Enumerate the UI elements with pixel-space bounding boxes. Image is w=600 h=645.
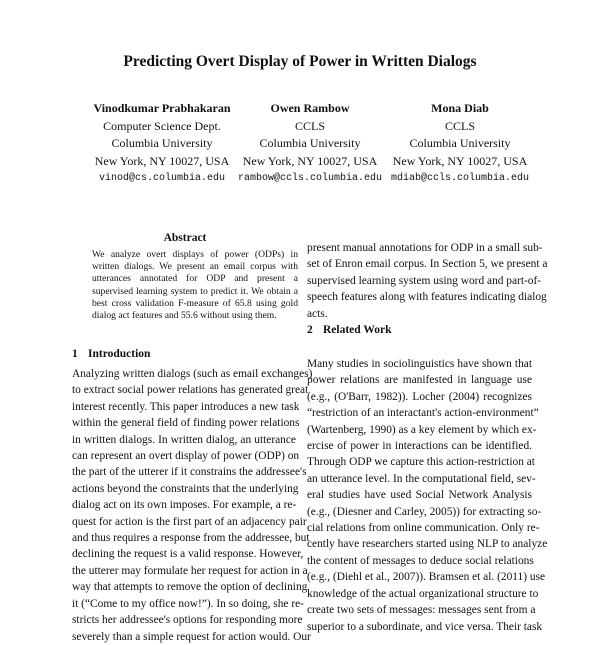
author-email: rambow@ccls.columbia.edu xyxy=(237,173,383,184)
text-line: Many studies in sociolinguistics have shown that xyxy=(307,358,532,370)
text-line: in written dialogs. In written dialog, an utterance xyxy=(72,433,296,446)
section-title: Introduction xyxy=(88,348,151,360)
author-name: Owen Rambow xyxy=(270,101,350,115)
text-line: stricts her addressee's options for responding more xyxy=(72,614,303,627)
author-block-3 xyxy=(380,100,540,188)
author-address: New York, NY 10027, USA xyxy=(392,153,528,168)
paper-title: Predicting Overt Display of Power in Written Dialogs xyxy=(123,53,477,70)
text-line: ercise of power in interactions can be identified. xyxy=(307,440,532,453)
text-line: supervised learning system using word and part-of- xyxy=(307,274,542,287)
author-email: mdiab@ccls.columbia.edu xyxy=(390,173,530,184)
section-number: 2 xyxy=(307,324,313,336)
text-line: speech features along with features indicating dialog xyxy=(307,291,547,304)
section-title: Related Work xyxy=(323,324,392,336)
text-line: cial relations from online communication. Only re- xyxy=(307,522,540,535)
text-line: can represent an overt display of power (ODP) on xyxy=(72,450,300,463)
text-line: (Wartenberg, 1990) as a key element by which ex- xyxy=(307,423,537,436)
author-address: New York, NY 10027, USA xyxy=(94,153,230,168)
introduction-body xyxy=(72,366,313,645)
text-line: an utterance level. In the computational field, sev- xyxy=(307,472,536,485)
text-line: the content of messages to deduce social relations xyxy=(307,554,534,567)
author-address: New York, NY 10027, USA xyxy=(242,153,378,168)
author-name: Mona Diab xyxy=(431,101,489,115)
text-line: Through ODP we capture this action-restriction at xyxy=(307,456,535,469)
introduction-continued-body xyxy=(307,240,548,322)
text-line: (e.g., (Diesner and Carley, 2005)) for extracting so- xyxy=(307,505,542,518)
text-line: present manual annotations for ODP in a small sub- xyxy=(307,242,543,254)
section-heading-introduction xyxy=(72,346,150,362)
author-institution: Columbia University xyxy=(259,136,361,150)
text-line: create two sets of messages: messages sent from a xyxy=(307,604,536,617)
text-line: to extract social power relations has generated great xyxy=(72,384,309,397)
author-institution: Columbia University xyxy=(409,136,511,150)
text-line: acts. xyxy=(307,307,328,320)
text-line: actions beyond the constraints that the underlying xyxy=(72,482,299,495)
author-affiliation: Computer Science Dept. xyxy=(103,118,221,133)
author-block-1 xyxy=(82,100,242,188)
text-line: the part of the utterer if it constrains the addressee's xyxy=(72,466,307,479)
text-line: dialog act on its own imposes. For example, a re- xyxy=(72,499,297,512)
text-line: cently have researchers started using NLP to analyze xyxy=(307,538,548,551)
text-line: power relations are manifested in language use xyxy=(307,374,532,387)
text-line: it (“Come to my office now!”). In so doing, she re- xyxy=(72,597,304,610)
text-line: interest recently. This paper introduces a new task xyxy=(72,400,300,413)
text-line: Analyzing written dialogs (such as email exchanges) xyxy=(72,368,313,380)
author-block-2 xyxy=(230,100,390,188)
text-line: “restriction of an interactant's action-environment” xyxy=(307,407,539,420)
text-line: quest for action is the first part of an adjacency pair xyxy=(72,515,307,528)
author-affiliation: CCLS xyxy=(444,118,475,133)
text-line: set of Enron email corpus. In Section 5, we present a xyxy=(307,258,548,271)
text-line: (e.g., (O'Barr, 1982)). Locher (2004) recognizes xyxy=(307,390,532,403)
text-line: eral studies have used Social Network Analysis xyxy=(307,489,532,502)
author-institution: Columbia University xyxy=(111,136,213,150)
text-line: the utterer may formulate her request for action in a xyxy=(72,564,308,577)
text-line: severely than a simple request for action would. Our xyxy=(72,630,311,643)
text-line: knowledge of the actual organizational structure to xyxy=(307,587,539,600)
abstract-heading: Abstract xyxy=(163,232,207,244)
section-heading-related-work xyxy=(307,322,391,338)
text-line: way that attempts to remove the option of declining xyxy=(72,581,308,594)
related-work-body xyxy=(307,356,548,635)
text-line: within the general field of finding power relations xyxy=(72,417,300,430)
abstract-text: We analyze overt displays of power (ODPs) in written dialogs. We present an email corpus with utterances annotated for ODP and present a supervised learning system to predict it. We obtain a best cross validation F-measure of 65.8 using gold dialog act features and 55.6 without using them. xyxy=(92,249,298,322)
author-affiliation: CCLS xyxy=(294,118,325,133)
text-line: and thus requires a response from the addressee, but xyxy=(72,532,310,545)
section-number: 1 xyxy=(72,348,78,360)
author-email: vinod@cs.columbia.edu xyxy=(98,173,226,184)
text-line: declining the request is a valid response. However, xyxy=(72,548,304,561)
text-line: superior to a subordinate, and vice versa. Their task xyxy=(307,620,543,633)
author-name: Vinodkumar Prabhakaran xyxy=(93,101,231,115)
text-line: (e.g., (Diehl et al., 2007)). Bramsen et al. (2011) use xyxy=(307,571,546,584)
